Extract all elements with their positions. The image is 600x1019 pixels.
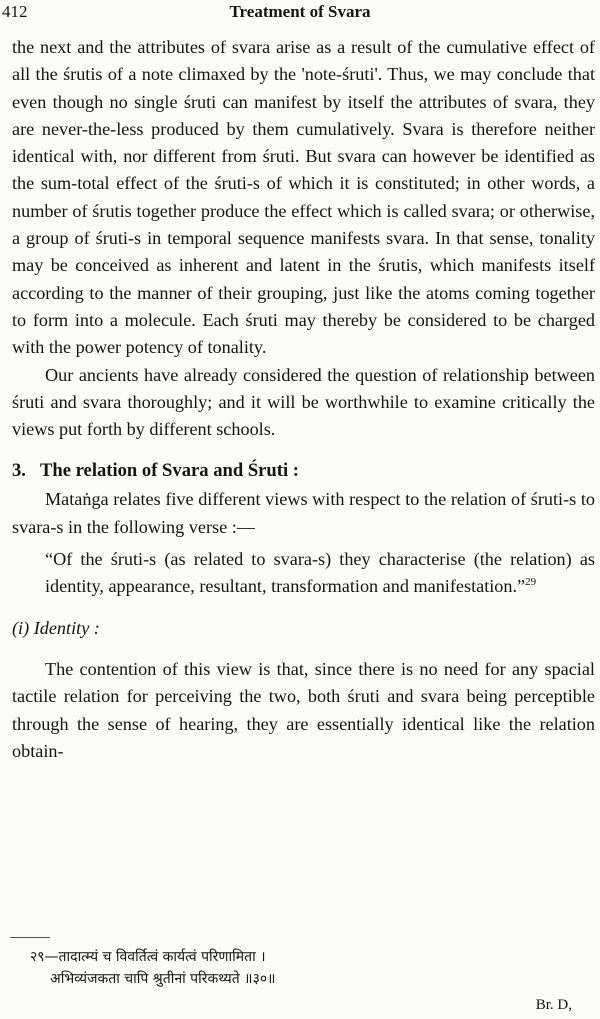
main-text: [12, 34, 595, 765]
footnote: [30, 946, 276, 990]
footnote-rule: [10, 937, 50, 938]
section-intro: Mataṅga relates five different views with respect to the relation of śruti-s to svara-s in the following verse :—: [12, 489, 595, 537]
catchword: Br. D,: [535, 997, 572, 1013]
footnote-line-1: २९—तादात्म्यं च विवर्तित्वं कार्यत्वं परिणामिता ।: [30, 949, 266, 965]
quote-text: “Of the śruti-s (as related to svara-s) they characterise (the relation) as identity, appearance, resultant, transformation and manifestation.”: [45, 549, 595, 597]
subsection-paragraph: The contention of this view is that, since there is no need for any spacial tactile relation for perceiving the two, both śruti and svara being perceptible through the sense of hearing, they are essentially identical like the relation obtain-: [12, 658, 595, 761]
paragraph-1: the next and the attributes of svara arise as a result of the cumulative effect of all the śrutis of a note climaxed by the 'note-śruti'. Thus, we may conclude that even though no single śruti can manifest by itself the attributes of svara, they are never-the-less produced by them cumulatively. Svara is therefore neither identical with, nor different from śruti. But svara can however be identified as the sum-total effect of the śruti-s of which it is constituted; in other words, a number of śrutis together produce the effect which is called svara; or otherwise, a group of śruti-s in temporal sequence manifests svara. In that sense, tonality may be conceived as inherent and latent in the śrutis, which manifests itself according to the manner of their grouping, just like the atoms coming together to form into a molecule. Each śruti may thereby be considered to be charged with the power potency of tonality.: [12, 37, 595, 358]
running-head: Treatment of Svara: [229, 2, 371, 21]
page-number: 412: [2, 2, 28, 21]
verse-quote: [12, 546, 595, 601]
section-number: 3.: [12, 460, 26, 482]
footnote-ref: 29: [525, 576, 537, 589]
section-heading: [12, 457, 595, 484]
footnote-line-2: अभिव्यंजकता चापि श्रुतीनां परिकथ्यते ॥३०॥: [50, 971, 276, 987]
section-title: The relation of Svara and Śruti :: [40, 460, 299, 482]
subsection-heading: (i) Identity :: [12, 617, 100, 638]
page-header: [0, 2, 600, 26]
paragraph-2: Our ancients have already considered the question of relationship between śruti and svara thoroughly; and it will be worthwhile to examine critically the views put forth by different schools.: [12, 364, 595, 440]
